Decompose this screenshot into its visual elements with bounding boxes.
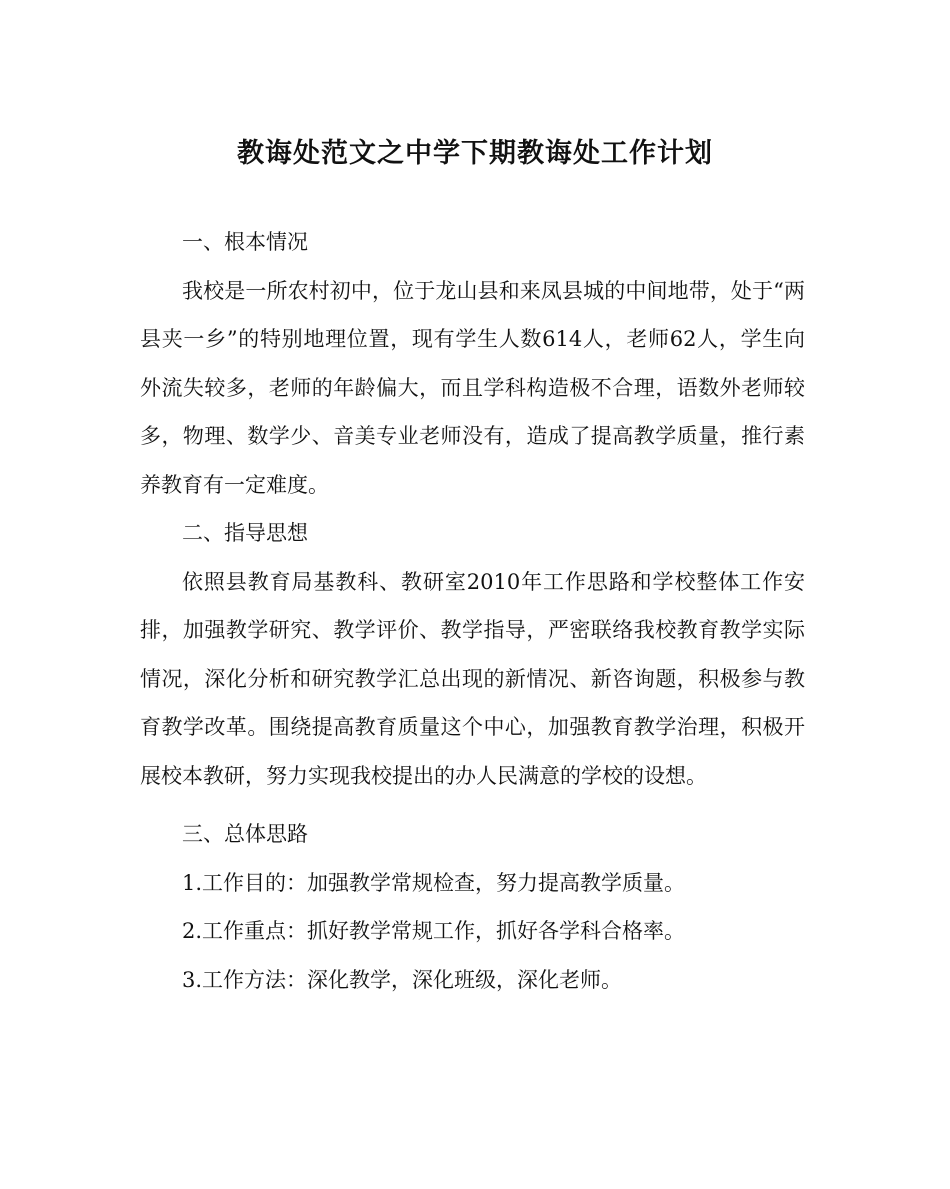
list-item-work-goal: 1.工作目的：加强教学常规检查，努力提高教学质量。 <box>182 870 686 895</box>
section-heading-basic-situation: 一、根本情况 <box>182 230 308 254</box>
section-heading-guiding-ideology: 二、指导思想 <box>182 521 308 545</box>
list-item-work-focus: 2.工作重点：抓好教学常规工作，抓好各学科合格率。 <box>182 919 686 943</box>
list-item-work-method: 3.工作方法：深化教学，深化班级，深化老师。 <box>182 967 623 992</box>
document-body <box>140 218 805 1004</box>
document-title: 教诲处范文之中学下期教诲处工作计划 <box>237 138 713 169</box>
section-heading-overall-approach: 三、总体思路 <box>182 822 308 846</box>
paragraph-guiding-ideology: 依照县教育局基教科、教研室2010年工作思路和学校整体工作安排，加强教学研究、教学评价、教学指导，严密联络我校教育教学实际情况，深化分析和研究教学汇总出现的新情况、新咨询题，积极参与教育教学改革。围绕提高教育质量这个中心，加强教育教学治理，积极开展校本教研，努力实现我校提出的办人民满意的学校的设想。 <box>140 569 805 788</box>
paragraph-basic-situation: 我校是一所农村初中，位于龙山县和来凤县城的中间地带，处于“两县夹一乡”的特别地理位置，现有学生人数614人，老师62人，学生向外流失较多，老师的年龄偏大，而且学科构造极不合理，语数外老师较多，物理、数学少、音美专业老师没有，造成了提高教学质量，推行素养教育有一定难度。 <box>140 278 805 497</box>
